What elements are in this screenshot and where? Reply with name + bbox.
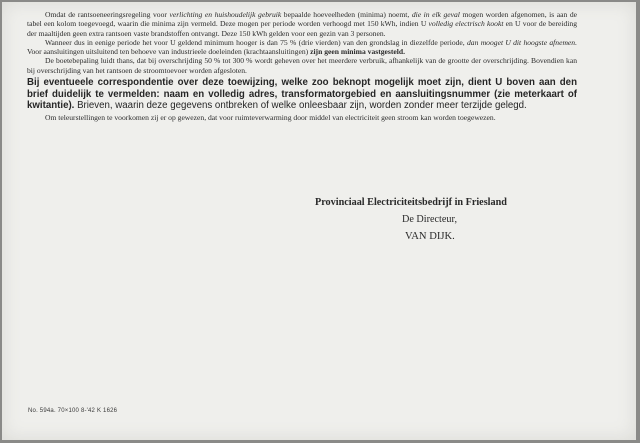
letter-page xyxy=(2,2,636,440)
text-run: en U voor de bereiding der maaltijden geen extra rantsoen vaste brandstoffen ontvangt. Deze 150 kWh gelden voor een gezin van 3 personen. xyxy=(27,19,577,38)
text-run: mogen worden afgenomen, is aan de tabel een kolom toegevoegd, waarin die minima zijn vermeld. Deze mogen per periode worden verhoogd met 150 kWh, indien U xyxy=(27,10,577,29)
paragraph-heating: Om teleurstellingen te voorkomen zij er op gewezen, dat voor ruimteverwarming door middel van electriciteit geen stroom kan worden toegewezen. xyxy=(45,112,496,122)
text-run: (drie vierden) van den grondslag in diezelfde periode, xyxy=(296,37,467,47)
text-run: zijn geen minima vastgesteld. xyxy=(310,47,405,57)
text-run: Omdat de rantsoeneeringsregeling voor xyxy=(45,10,170,19)
signature-organization: Provinciaal Electriciteitsbedrijf in Friesland xyxy=(315,197,507,208)
paragraph-minima xyxy=(27,10,577,38)
text-run: verlichting en huishoudelijk gebruik xyxy=(169,10,282,19)
paragraph-correspondence xyxy=(27,77,577,112)
correspondence-instruction: Bij eventueele correspondentie over deze toewijzing, welke zoo beknopt mogelijk moet zijn, dient U boven aan den brief duidelijk te vermelden: naam en volledig adres, transformatorgebied en aansluitingsnummer (zie meterkaart of kwitantie). xyxy=(27,77,577,112)
correspondence-warning: Brieven, waarin deze gegevens ontbreken of welke onleesbaar zijn, worden zonder meer terzijde gelegd. xyxy=(74,100,527,112)
text-run: Voor aansluitingen uitsluitend ten behoeve van industrieele doeleinden (krachtaansluitingen) xyxy=(27,47,311,57)
paragraph-penalty xyxy=(27,56,577,75)
form-code: No. 594a. 70×100 8-'42 K 1626 xyxy=(28,408,118,414)
text-run: De boetebepaling luidt thans, dat bij overschrijding 50 % tot 300 % wordt geheven over het meerdere verbruik, afhankelijk van de grootte der overschrijding. Bovendien kan bij overschrijding van het rantsoen de stroomtoevoer worden afgesloten. xyxy=(27,56,577,75)
text-run: die in elk geval xyxy=(411,10,460,19)
signature-name: VAN DIJK. xyxy=(405,231,455,242)
text-run: bepaalde hoeveelheden (minima) noemt, xyxy=(281,10,412,19)
text-run: volledig electrisch kookt xyxy=(428,19,504,29)
text-run: dan mooget U dit hoogste afnemen. xyxy=(467,37,578,47)
paragraph-threshold xyxy=(27,38,577,57)
letter-body xyxy=(27,10,577,122)
signature-title: De Directeur, xyxy=(402,214,458,225)
text-run: Wanneer dus in eenige periode het voor U geldend minimum hooger is dan 75 % xyxy=(45,37,297,47)
